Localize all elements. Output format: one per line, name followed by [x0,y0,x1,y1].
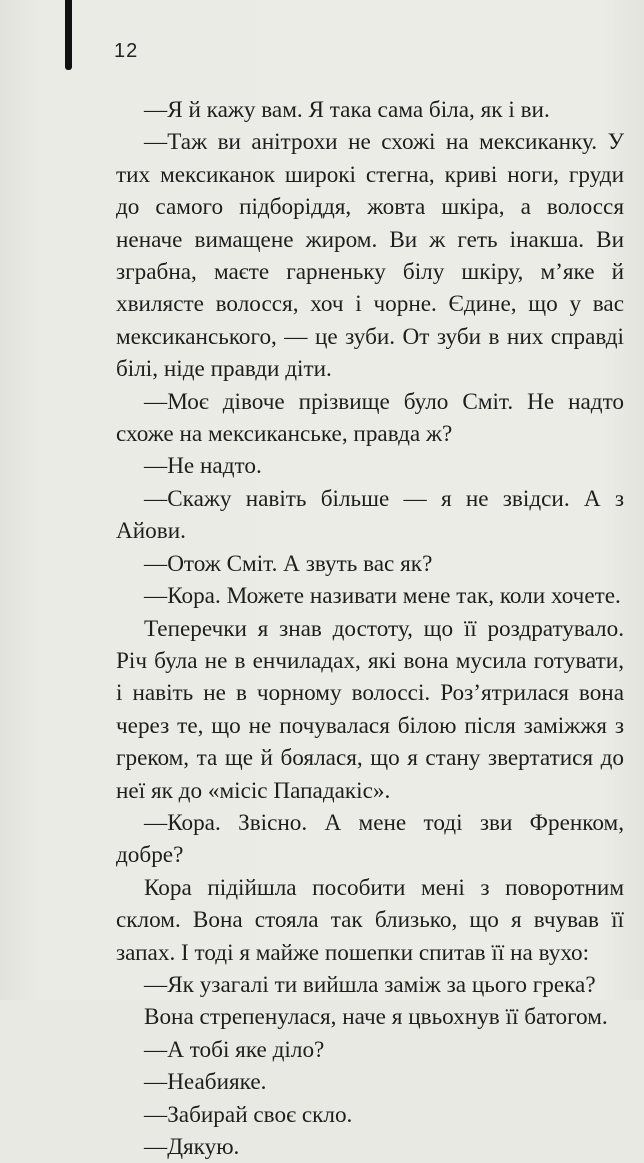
page-number: 12 [114,40,139,62]
paragraph: —А тобі яке діло? [144,1036,325,1063]
paragraph: —Кора. Можете називати мене так, коли хочете. [144,583,621,610]
spine-shadow [65,0,72,70]
paragraph: —Таж ви анітрохи не схожі на мексиканку. У тих мексиканок широкі стегна, криві ноги, груди до самого підборіддя, жовта шкіра, а волосся неначе вимащене жиром. Ви ж геть інакша. Ви зграбна, маєте гарненьку білу шкіру, м’яке й хвилясте волосся, хоч і чорне. Єдине, що у вас мексиканського, — це зуби. От зуби в них справді білі, ніде правди діти. [116,129,624,383]
paragraph: —Дякую. [144,1134,240,1160]
paragraph: —Кора. Звісно. А мене тоді зви Френком, добре? [116,809,624,869]
paragraph: —Не надто. [144,453,262,480]
paragraph: —Забирай своє скло. [144,1101,353,1128]
paragraph: —Як узагалі ти вийшла заміж за цього грека? [144,971,596,998]
paragraph: —Неабияке. [144,1069,267,1096]
paragraph: Теперечки я знав достоту, що її роздратувало. Річ була не в енчиладах, які вона мусила готувати, і навіть не в чорному волоссі. Роз’ятрилася вона через те, що не почувалася білою після заміжжя з греком, та ще й боялася, що я стану звертатися до неї як до «місіс Пападакіс». [116,615,624,804]
paragraph: —Я й кажу вам. Я така сама біла, як і ви. [144,97,550,123]
paragraph: —Отож Сміт. А звуть вас як? [144,550,433,577]
paragraph: Вона стрепенулася, наче я цвьохнув її батогом. [144,1004,608,1031]
paragraph: —Скажу навіть більше — я не звідси. А з Айови. [116,485,624,545]
paragraph: Кора підійшла пособити мені з поворотним склом. Вона стояла так близько, що я вчував її запах. І тоді я майже пошепки спитав її на вухо: [116,874,624,966]
paragraph: —Моє дівоче прізвище було Сміт. Не надто схоже на мексиканське, правда ж? [116,388,624,448]
body-text [116,94,624,1163]
